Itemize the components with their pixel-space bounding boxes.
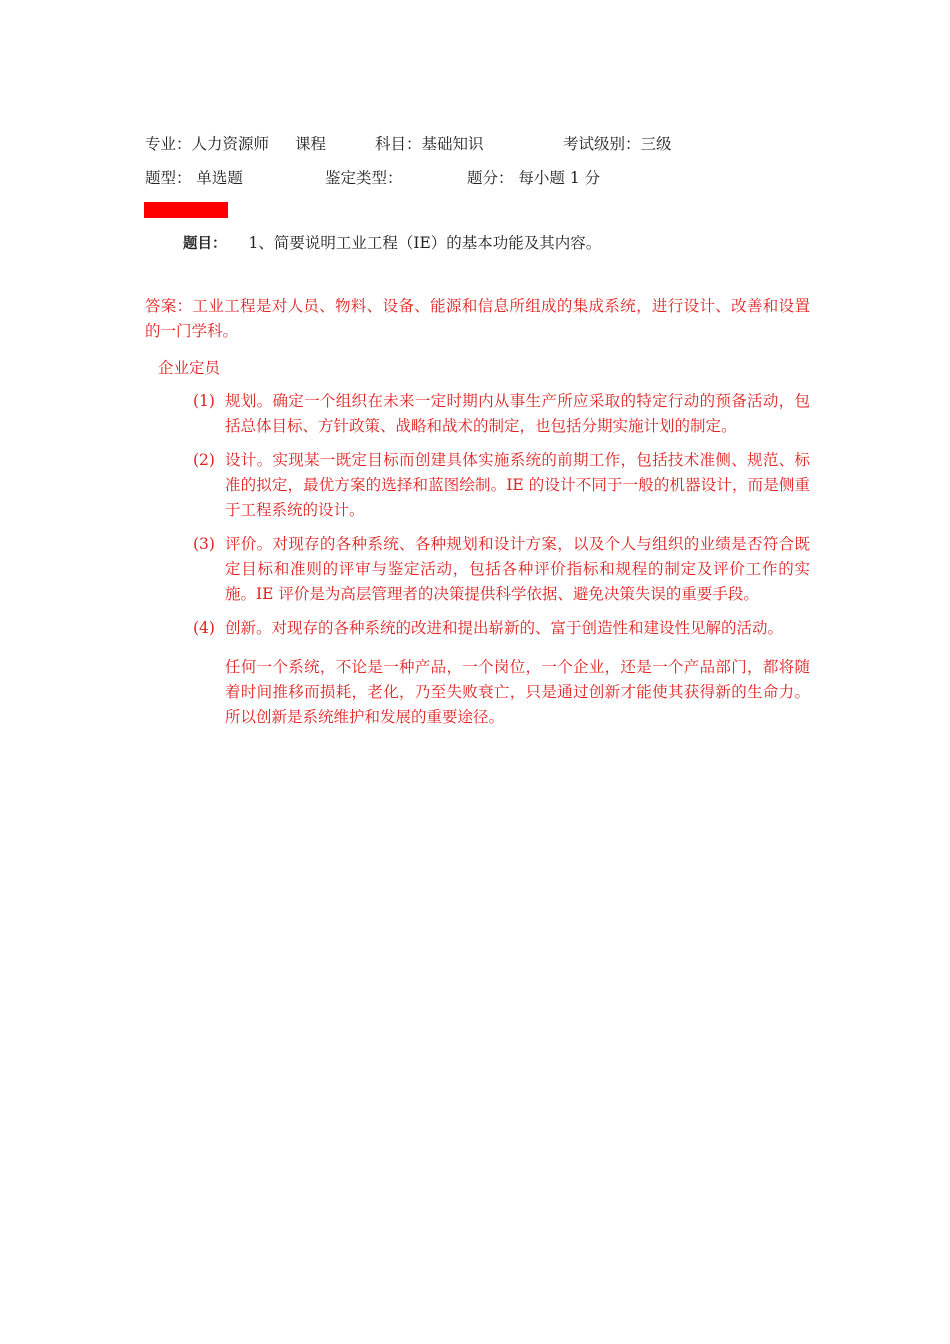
red-marker-bar [144, 202, 228, 218]
item-text: 规划。确定一个组织在未来一定时期内从事生产所应采取的特定行动的预备活动，包括总体目标、方针政策、战略和战术的制定，也包括分期实施计划的制定。 [225, 392, 810, 435]
item-text: 评价。对现存的各种系统、各种规划和设计方案，以及个人与组织的业绩是否符合既定目标和准则的评审与鉴定活动，包括各种评价指标和规程的制定及评价工作的实施。IE 评价是为高层管理者的决策提供科学依据、避免决策失误的重要手段。 [225, 535, 810, 603]
list-item [193, 616, 810, 641]
question-line [183, 231, 601, 253]
answer-paragraph: 答案：工业工程是对人员、物料、设备、能源和信息所组成的集成系统，进行设计、改善和设置的一门学科。 [145, 297, 810, 340]
item-number: (3) [193, 535, 215, 553]
appraisal-type-field: 鉴定类型： [325, 169, 403, 187]
note-paragraph: 任何一个系统，不论是一种产品，一个岗位，一个企业，还是一个产品部门，都将随着时间推移而损耗，老化，乃至失败衰亡，只是通过创新才能使其获得新的生命力。所以创新是系统维护和发展的重要途径。 [225, 658, 810, 726]
item-number: (2) [193, 451, 215, 469]
question-type-field: 题型： 单选题 [145, 169, 243, 187]
section-subhead: 企业定员 [158, 359, 221, 377]
list-item [193, 448, 810, 523]
list-item [193, 532, 810, 607]
item-text: 设计。实现某一既定目标而创建具体实施系统的前期工作，包括技术准侧、规范、标准的拟定，最优方案的选择和蓝图绘制。IE 的设计不同于一般的机器设计，而是侧重于工程系统的设计。 [225, 451, 810, 519]
major-field: 专业：人力资源师 [145, 135, 270, 153]
item-number: (1) [193, 392, 215, 410]
score-field: 题分： 每小题 1 分 [467, 169, 601, 187]
subject-field: 科目：基础知识 [375, 135, 484, 153]
question-label: 题目： [183, 236, 227, 252]
item-text: 创新。对现存的各种系统的改进和提出崭新的、富于创造性和建设性见解的活动。 [225, 619, 784, 637]
item-number: (4) [193, 619, 215, 637]
course-field: 课程 [295, 135, 327, 153]
list-item [193, 389, 810, 439]
question-text: 1、简要说明工业工程（IE）的基本功能及其内容。 [248, 234, 602, 252]
level-field: 考试级别：三级 [563, 135, 672, 153]
function-list [193, 389, 810, 730]
